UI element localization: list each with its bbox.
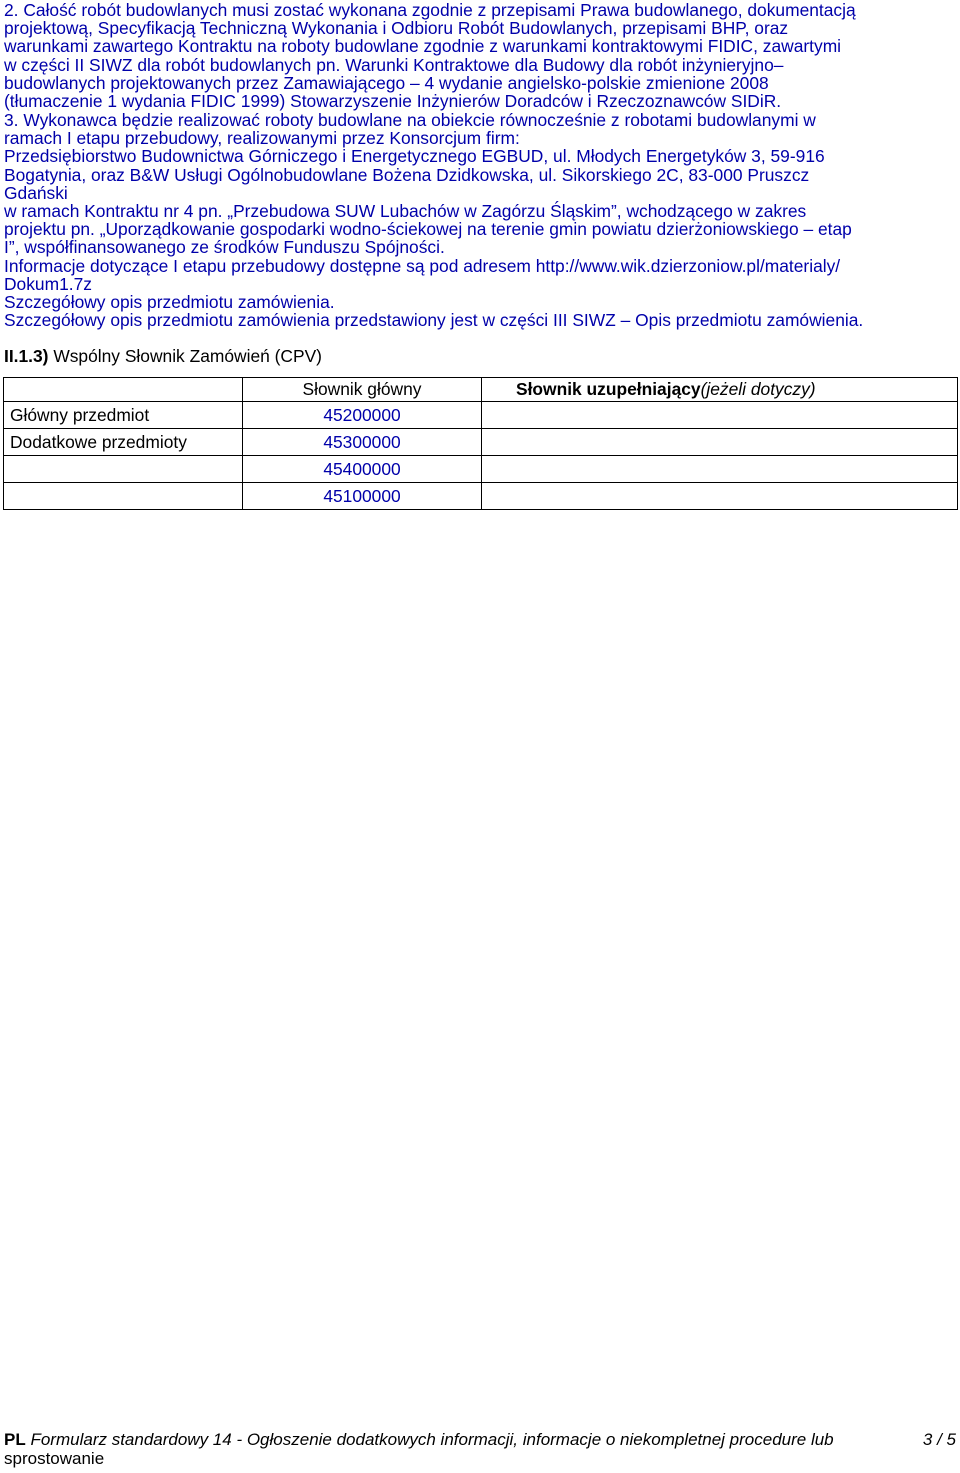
paragraph-line: budowlanych projektowanych przez Zamawiającego – 4 wydanie angielsko-polskie zmienione 2008 xyxy=(4,72,769,93)
cpv-code: 45400000 xyxy=(243,456,482,483)
footer-form-title-cont: sprostowanie xyxy=(4,1449,105,1468)
cpv-code: 45300000 xyxy=(243,429,482,456)
info-url-line-cont: Dokum1.7z xyxy=(4,273,92,294)
paragraph-line: ramach I etapu przebudowy, realizowanymi przez Konsorcjum firm: xyxy=(4,128,520,149)
table-row xyxy=(4,402,958,429)
cpv-supp-cell xyxy=(482,402,958,429)
cpv-row-label: Główny przedmiot xyxy=(4,402,243,429)
paragraph-line: projektu pn. „Uporządkowanie gospodarki wodno-ściekowej na terenie gmin powiatu dzierżoniowskiego – etap xyxy=(4,219,852,240)
section-heading-cpv xyxy=(4,346,322,366)
paragraph-line: Szczegółowy opis przedmiotu zamówienia przedstawiony jest w części III SIWZ – Opis przedmiotu zamówienia. xyxy=(4,310,864,331)
paragraph-2 xyxy=(4,1,956,110)
paragraph-line: w części II SIWZ dla robót budowlanych pn. Warunki Kontraktowe dla Budowy dla robót inżynieryjno– xyxy=(4,54,784,75)
cpv-row-label xyxy=(4,456,243,483)
cpv-code: 45100000 xyxy=(243,483,482,510)
page-footer xyxy=(4,1430,956,1468)
cpv-supp-cell xyxy=(482,429,958,456)
cpv-table-header-row xyxy=(4,378,958,402)
cpv-header-supp-note: (jeżeli dotyczy) xyxy=(700,379,816,399)
paragraph-line: Szczegółowy opis przedmiotu zamówienia. xyxy=(4,292,335,313)
info-url-line: Informacje dotyczące I etapu przebudowy dostępne są pod adresem http://www.wik.dzierzoniow.pl/materialy/ xyxy=(4,255,841,276)
cpv-header-main: Słownik główny xyxy=(243,378,482,402)
cpv-header-supp-cell xyxy=(482,378,958,402)
paragraph-line: Bogatynia, oraz B&W Usługi Ogólnobudowlane Bożena Dzidkowska, ul. Sikorskiego 2C, 83-000 Pruszcz xyxy=(4,164,810,185)
table-row xyxy=(4,456,958,483)
paragraph-line: 3. Wykonawca będzie realizować roboty budowlane na obiekcie równocześnie z robotami budowlanymi w xyxy=(4,110,816,130)
paragraph-line: I”, współfinansowanego ze środków Funduszu Spójności. xyxy=(4,237,445,258)
section-title: Wspólny Słownik Zamówień (CPV) xyxy=(53,346,322,366)
paragraph-line: 2. Całość robót budowlanych musi zostać wykonana zgodnie z przepisami Prawa budowlanego, dokumentacją xyxy=(4,0,856,20)
paragraph-line: w ramach Kontraktu nr 4 pn. „Przebudowa SUW Lubachów w Zagórzu Śląskim”, wchodzącego w zakres xyxy=(4,201,807,222)
cpv-header-empty xyxy=(4,378,243,402)
footer-lang: PL xyxy=(4,1430,26,1449)
cpv-code: 45200000 xyxy=(243,402,482,429)
cpv-table xyxy=(3,377,958,510)
cpv-row-label xyxy=(4,483,243,510)
table-row xyxy=(4,483,958,510)
footer-form-title: Formularz standardowy 14 - Ogłoszenie dodatkowych informacji, informacje o niekompletnej procedure lub xyxy=(30,1430,834,1449)
paragraph-line: warunkami zawartego Kontraktu na roboty budowlane zgodnie z warunkami kontraktowymi FIDIC, zawartymi xyxy=(4,36,842,57)
section-number: II.1.3) xyxy=(4,346,49,366)
table-row xyxy=(4,429,958,456)
paragraph-line: Przedsiębiorstwo Budownictwa Górniczego i Energetycznego EGBUD, ul. Młodych Energetyków 3, 59-916 xyxy=(4,146,825,167)
cpv-header-supp: Słownik uzupełniający xyxy=(516,379,701,399)
footer-page-number: 3 / 5 xyxy=(922,1430,956,1449)
cpv-supp-cell xyxy=(482,456,958,483)
paragraph-line: (tłumaczenie 1 wydania FIDIC 1999) Stowarzyszenie Inżynierów Doradców i Rzeczoznawców SIDiR. xyxy=(4,91,782,112)
paragraph-3 xyxy=(4,111,956,329)
paragraph-line: Gdański xyxy=(4,182,68,203)
cpv-row-label: Dodatkowe przedmioty xyxy=(4,429,243,456)
paragraph-line: projektową, Specyfikacją Techniczną Wykonania i Odbioru Robót Budowlanych, przepisami BHP, oraz xyxy=(4,18,789,39)
cpv-supp-cell xyxy=(482,483,958,510)
